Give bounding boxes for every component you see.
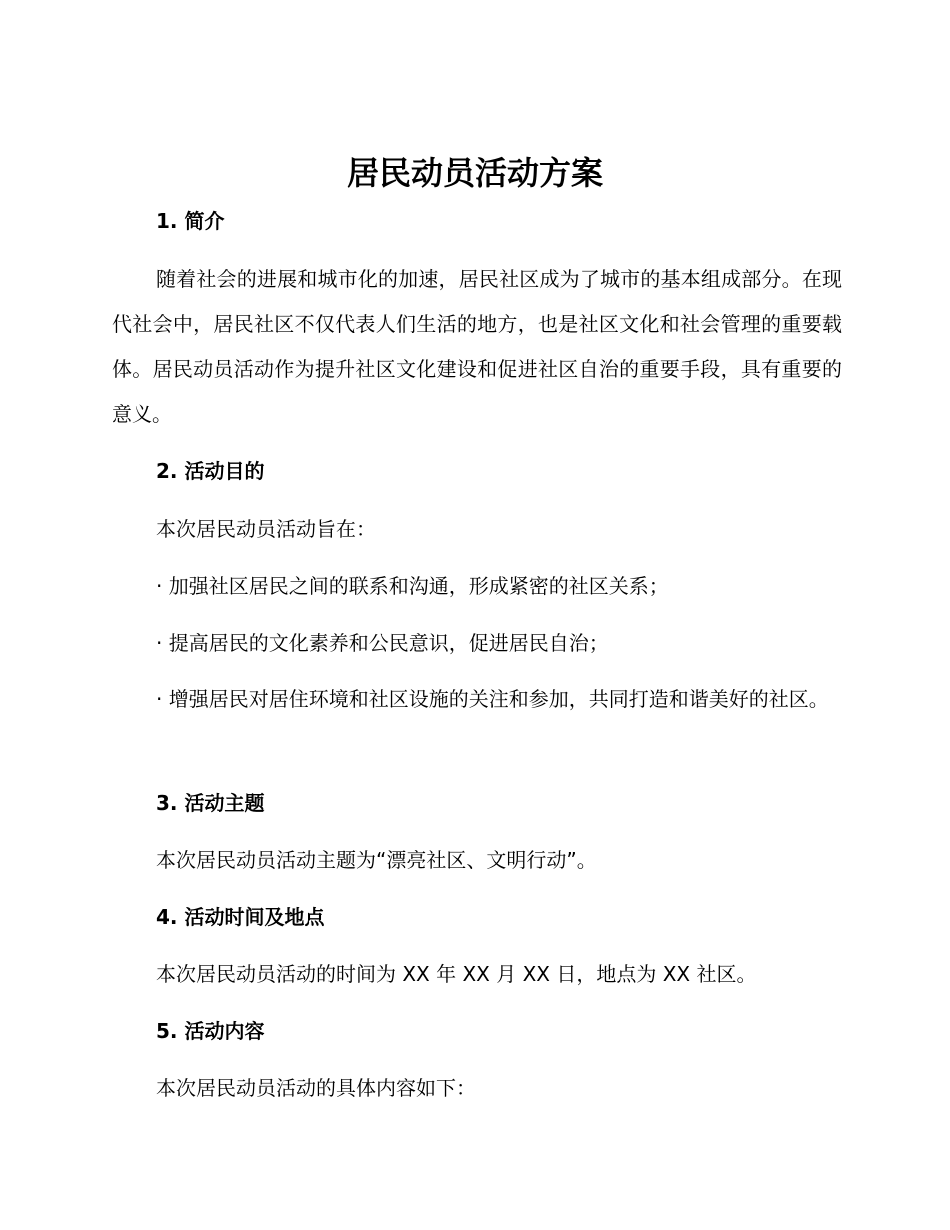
section-heading-purpose: 2. 活动目的 [156,459,265,483]
section-heading-theme: 3. 活动主题 [156,791,265,815]
section-paragraph-theme: 本次居民动员活动主题为“漂亮社区、文明行动”。 [156,848,597,872]
section-heading-introduction: 1. 简介 [156,209,225,233]
bullet-item: · 增强居民对居住环境和社区设施的关注和参加，共同打造和谐美好的社区。 [156,687,829,711]
section-paragraph-introduction: 随着社会的进展和城市化的加速，居民社区成为了城市的基本组成部分。在现代社会中，居民社区不仅代表人们生活的地方，也是社区文化和社会管理的重要载体。居民动员活动作为提升社区文化建设和促进社区自治的重要手段，具有重要的意义。 [112,267,842,426]
document-title: 居民动员活动方案 [346,154,603,192]
bullet-item: · 加强社区居民之间的联系和沟通，形成紧密的社区关系； [156,574,669,598]
section-paragraph-purpose-intro: 本次居民动员活动旨在： [156,517,376,541]
section-paragraph-time-location: 本次居民动员活动的时间为 XX 年 XX 月 XX 日，地点为 XX 社区。 [156,962,757,986]
bullet-item: · 提高居民的文化素养和公民意识，促进居民自治； [156,631,609,655]
section-heading-time-location: 4. 活动时间及地点 [156,905,325,929]
section-heading-content: 5. 活动内容 [156,1019,265,1043]
section-paragraph-content: 本次居民动员活动的具体内容如下： [156,1076,476,1100]
